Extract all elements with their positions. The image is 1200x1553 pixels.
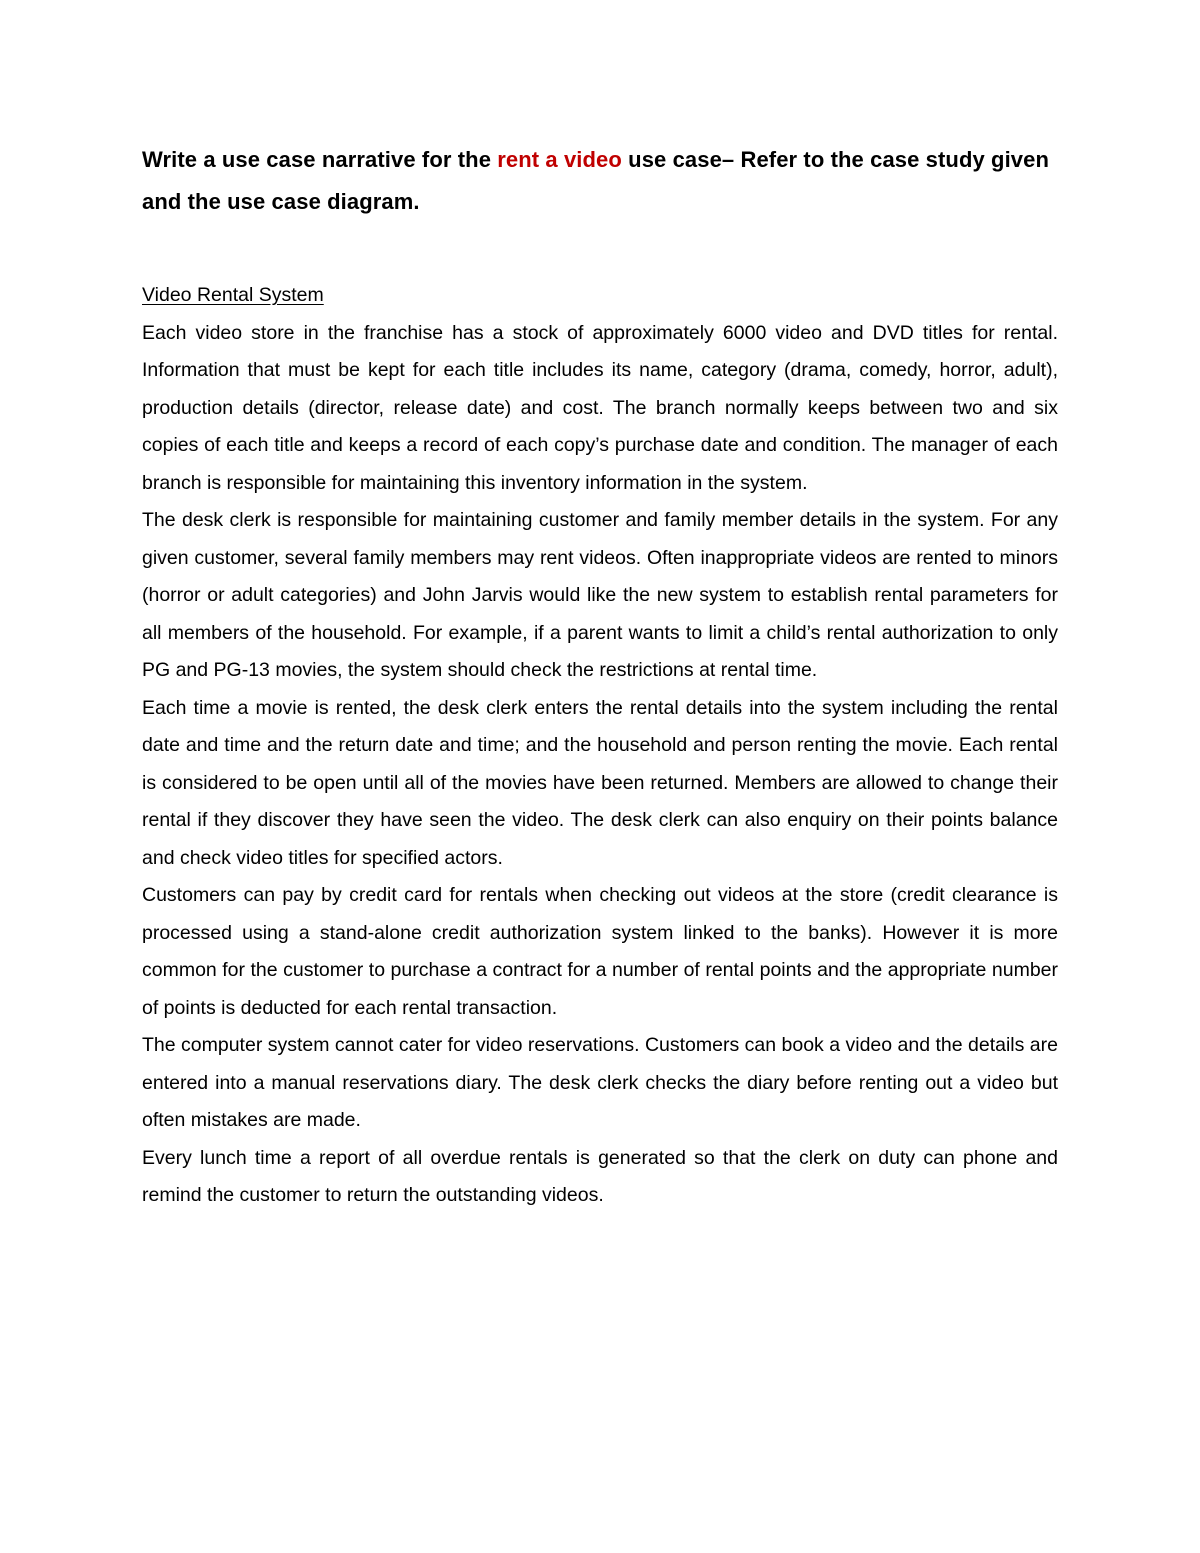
section-title: Video Rental System [142,284,324,306]
heading-text-after: use case– Refer to the case study given and the use case diagram. [142,147,1050,214]
paragraph-inventory: Each video store in the franchise has a stock of approximately 6000 video and DVD titles for rental. Information that must be kept for each title includes its name, category (drama, comedy, horror, adult), production details (director, release date) and cost. The branch normally keeps between two and six copies of each title and keeps a record of each copy’s purchase date and condition. The manager of each branch is responsible for maintaining this inventory information in the system. [142,321,1058,494]
paragraph-overdue-report: Every lunch time a report of all overdue rentals is generated so that the clerk on duty can phone and remind the customer to return the outstanding videos. [142,1146,1058,1206]
assignment-heading [142,139,1058,223]
paragraph-reservations: The computer system cannot cater for video reservations. Customers can book a video and the details are entered into a manual reservations diary. The desk clerk checks the diary before renting out a video but often mistakes are made. [142,1034,1058,1131]
heading-highlight: rent a video [497,147,622,172]
paragraph-rental-details: Each time a movie is rented, the desk clerk enters the rental details into the system including the rental date and time and the return date and time; and the household and person renting the movie. Each rental is considered to be open until all of the movies have been returned. Members are allowed to change their rental if they discover they have seen the video. The desk clerk can also enquiry on their points balance and check video titles for specified actors. [142,696,1058,869]
paragraph-desk-clerk: The desk clerk is responsible for maintaining customer and family member details in the system. For any given customer, several family members may rent videos. Often inappropriate videos are rented to minors (horror or adult categories) and John Jarvis would like the new system to establish rental parameters for all members of the household. For example, if a parent wants to limit a child’s rental authorization to only PG and PG-13 movies, the system should check the restrictions at rental time. [142,509,1058,681]
paragraph-payment: Customers can pay by credit card for rentals when checking out videos at the store (credit clearance is processed using a stand-alone credit authorization system linked to the banks). However it is more common for the customer to purchase a contract for a number of rental points and the appropriate number of points is deducted for each rental transaction. [142,884,1058,1019]
heading-text-before: Write a use case narrative for the [142,147,498,172]
document-content [142,139,1058,1215]
